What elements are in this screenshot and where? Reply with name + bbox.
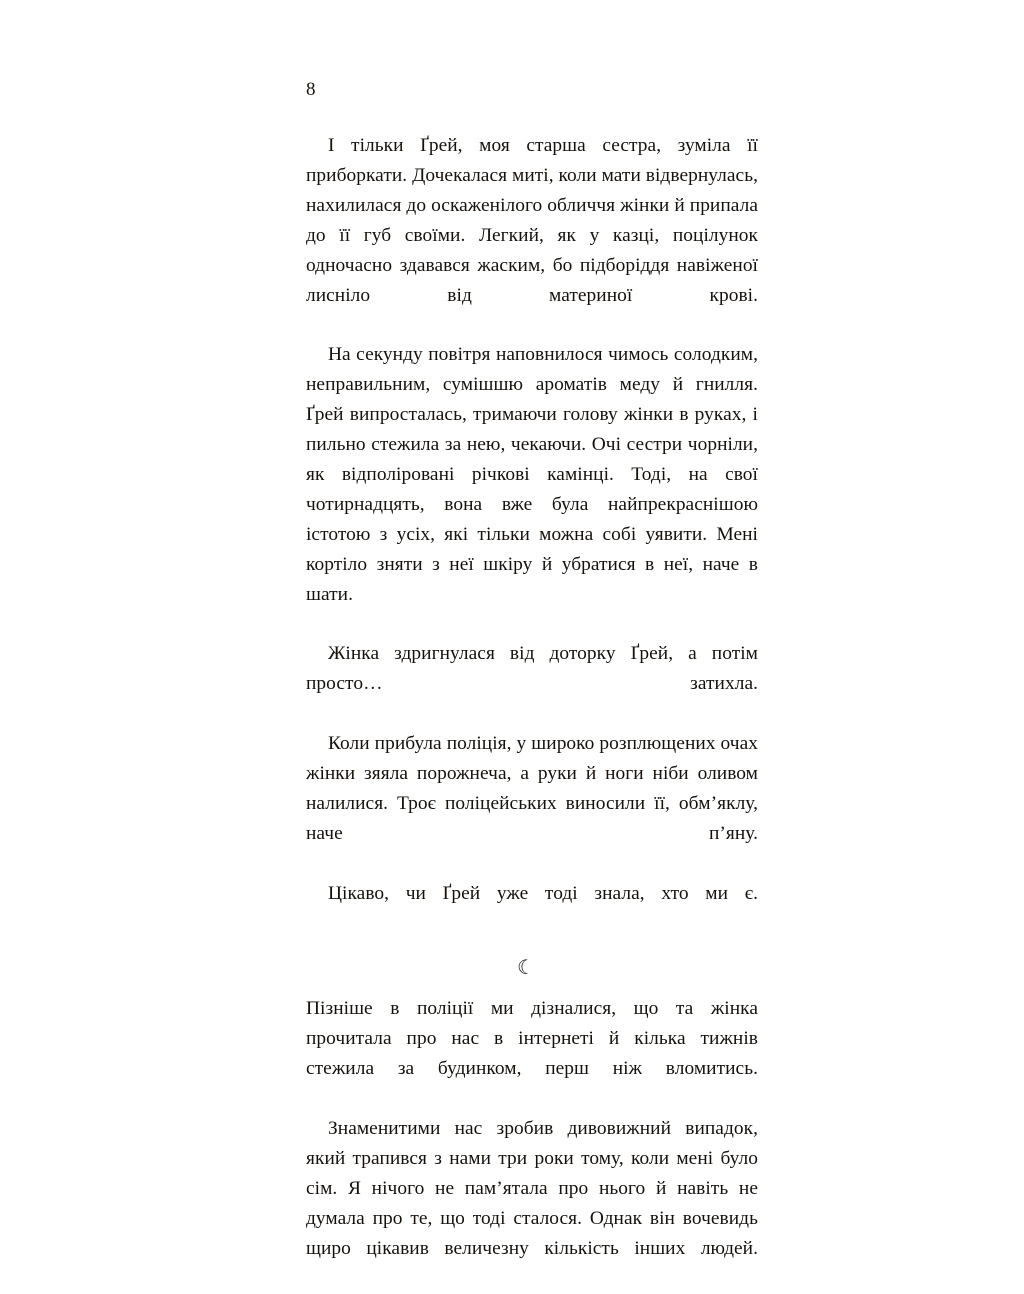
section-divider-ornament [300, 938, 752, 994]
paragraph: Жінка здригнулася від доторку Ґрей, а потім просто… затихла. [306, 643, 758, 695]
text-block [306, 78, 758, 1294]
paragraph: Пізніше в поліції ми дізналися, що та жінка прочитала про нас в інтернеті й кілька тижнів стежила за будинком, перш ніж вломитись. [306, 998, 758, 1080]
paragraph: Коли прибула поліція, у широко розплющених очах жінки зяяла порожнеча, а руки й ноги ніби оливом налилися. Троє поліцейських виносили її, обм’яклу, наче п’яну. [306, 733, 758, 844]
paragraph: Цікаво, чи Ґрей уже тоді знала, хто ми є. [328, 882, 758, 904]
paragraph: І тільки Ґрей, моя старша сестра, зуміла її приборкати. Дочекалася миті, коли мати відвернулась, нахилилася до оскаженілого обличчя жінки й припала до її губ своїми. Легкий, як у казці, поцілунок одночасно здавався жаским, бо підборіддя навіженої лисніло від материної крові. [306, 135, 758, 306]
page-number: 8 [306, 79, 316, 100]
paragraph: На секунду повітря наповнилося чимось солодким, неправильним, сумішшю ароматів меду й гнилля. Ґрей випросталась, тримаючи голову жінки в руках, і пильно стежила за нею, чекаючи. Очі сестри чорніли, як відполіровані річкові камінці. Тоді, на свої чотирнадцять, вона вже була найпрекраснішою істотою з усіх, які тільки можна собі уявити. Мені кортіло зняти з неї шкіру й убратися в неї, наче в шати. [306, 344, 758, 605]
paragraph: Знаменитими нас зробив дивовижний випадок, який трапився з нами три роки тому, коли мені було сім. Я нічого не пам’ятала про нього й навіть не думала про те, що тоді сталося. Однак він вочевидь щиро цікавив величезну кількість інших людей. [306, 1118, 758, 1259]
crescent-moon-icon: ☾ [517, 955, 535, 980]
